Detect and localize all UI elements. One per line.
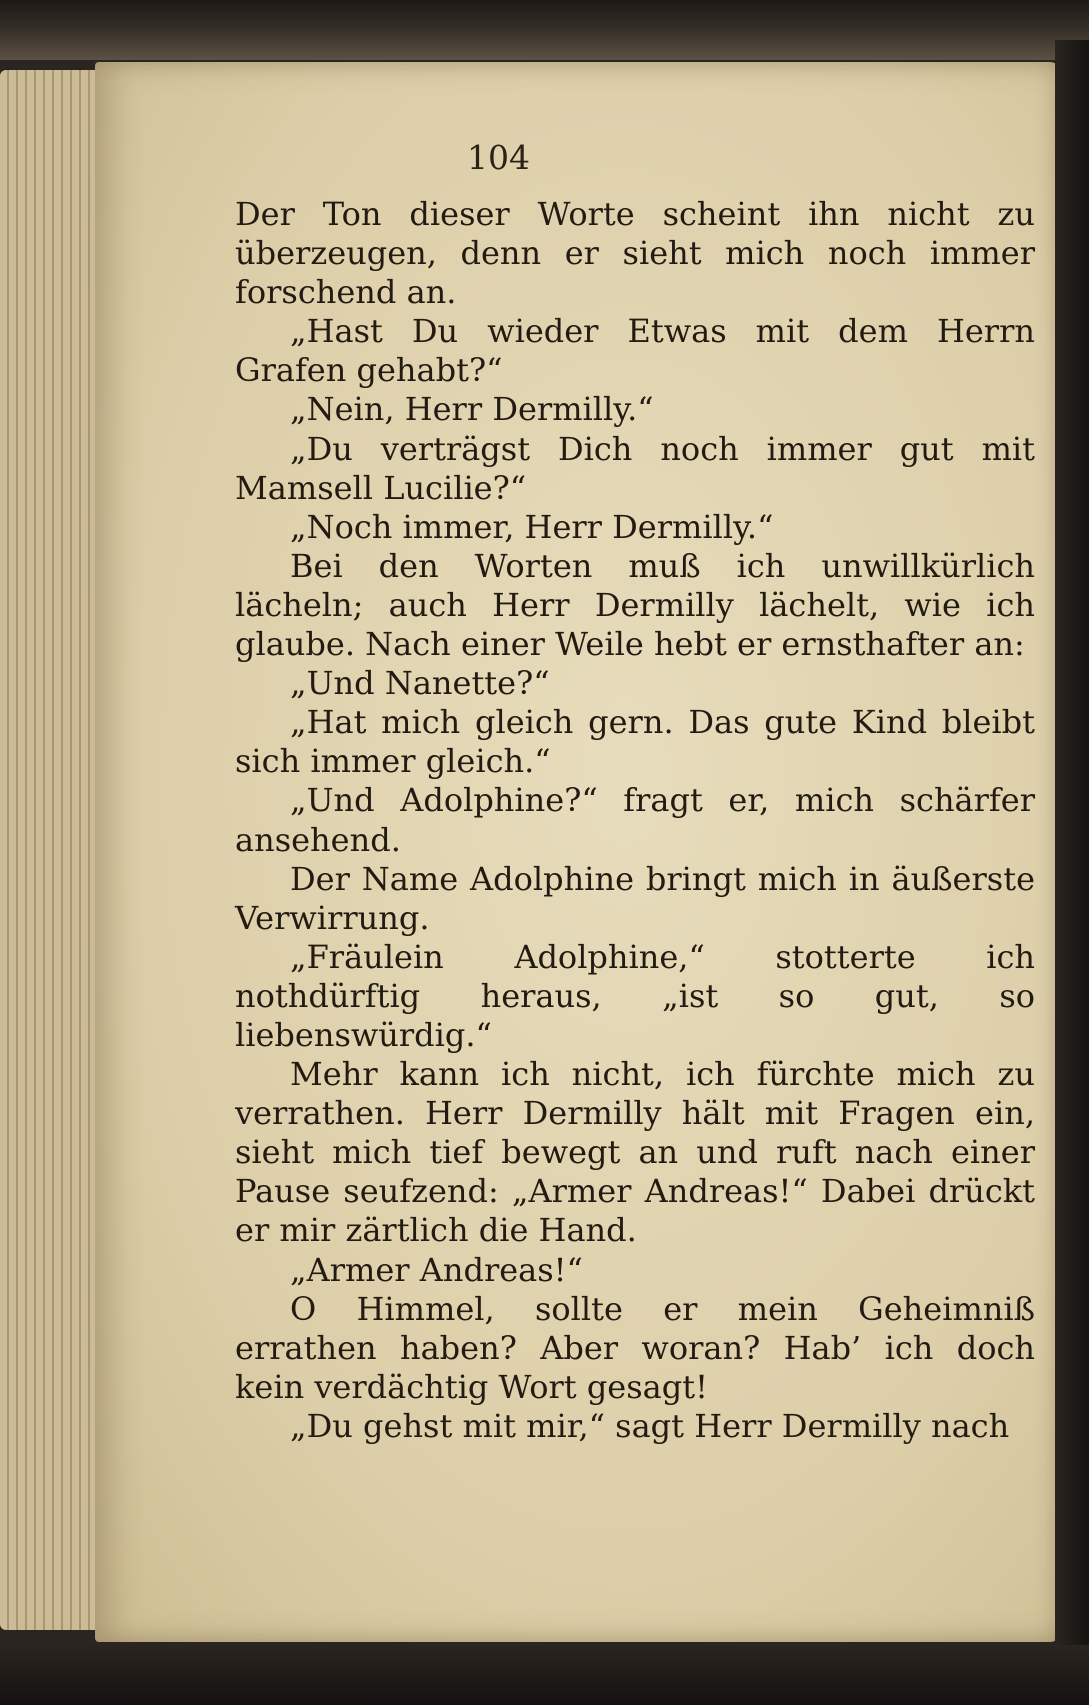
paragraph-10: Der Name Adolphine bringt mich in äußerste Verwirrung. [235, 859, 1035, 937]
paragraph-7: „Und Nanette?“ [290, 664, 550, 703]
page-text [235, 195, 1035, 1446]
paragraph-2: „Hast Du wieder Etwas mit dem Herrn Grafen gehabt?“ [235, 312, 1035, 390]
paragraph-5: „Noch immer, Herr Dermilly.“ [290, 507, 774, 546]
paragraph-12: Mehr kann ich nicht, ich fürchte mich zu verrathen. Herr Dermilly hält mit Fragen ein, sieht mich tief bewegt an und ruft nach einer Pause seufzend: „Armer Andreas!“ Dabei drückt er mir zärtlich die Hand. [235, 1055, 1035, 1250]
book-bottom-edge [0, 1645, 1089, 1705]
page-stack-edge [0, 70, 110, 1630]
paragraph-8: „Hat mich gleich gern. Das gute Kind bleibt sich immer gleich.“ [235, 703, 1035, 781]
paragraph-14: O Himmel, sollte er mein Geheimniß errathen haben? Aber woran? Hab’ ich doch kein verdächtig Wort gesagt! [235, 1289, 1035, 1406]
paragraph-3: „Nein, Herr Dermilly.“ [290, 390, 654, 429]
paragraph-1: Der Ton dieser Worte scheint ihn nicht zu überzeugen, denn er sieht mich noch immer forschend an. [235, 195, 1035, 312]
paragraph-15: „Du gehst mit mir,“ sagt Herr Dermilly nach [290, 1406, 1010, 1445]
paragraph-4: „Du verträgst Dich noch immer gut mit Mamsell Lucilie?“ [235, 429, 1035, 507]
paragraph-13: „Armer Andreas!“ [290, 1250, 583, 1289]
paragraph-11: „Fräulein Adolphine,“ stotterte ich nothdürftig heraus, „ist so gut, so liebenswürdig.“ [235, 937, 1035, 1054]
page-number: 104 [467, 138, 530, 177]
paragraph-9: „Und Adolphine?“ fragt er, mich schärfer ansehend. [235, 781, 1035, 859]
book-top-edge [0, 0, 1089, 60]
book-cover-edge [1055, 40, 1089, 1705]
paragraph-6: Bei den Worten muß ich unwillkürlich lächeln; auch Herr Dermilly lächelt, wie ich glaube. Nach einer Weile hebt er ernsthafter an: [235, 546, 1035, 664]
